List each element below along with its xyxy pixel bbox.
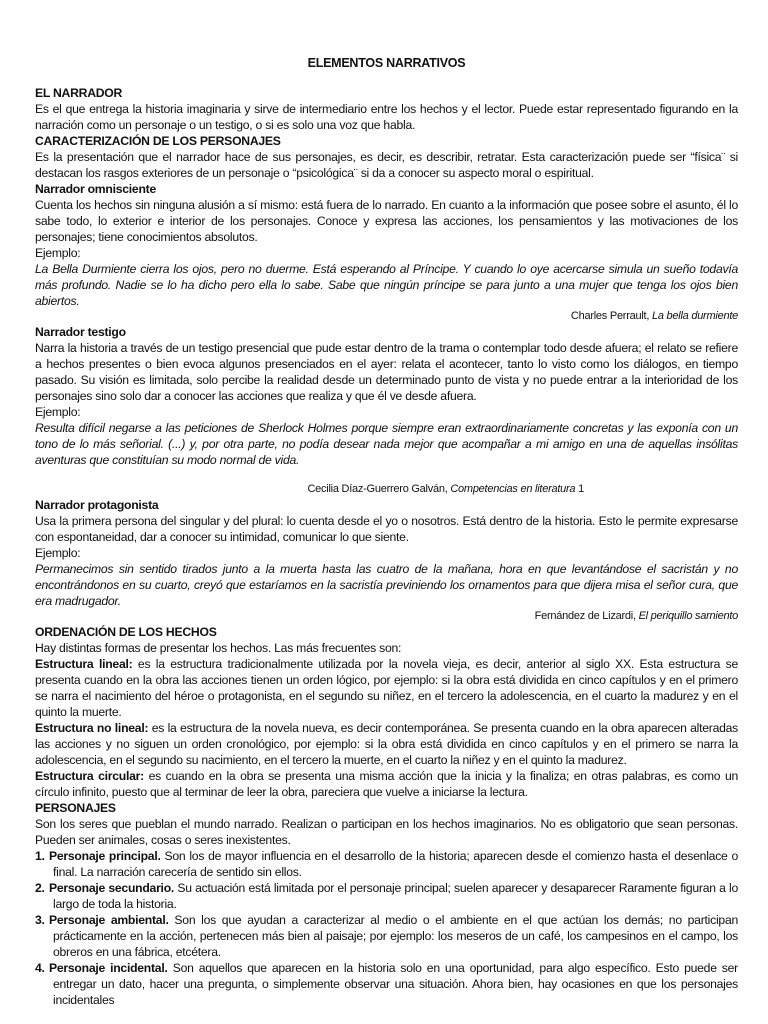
quote-source xyxy=(35,609,738,624)
example-quote: Resulta difícil negarse a las peticiones de Sherlock Holmes porque siempre eran extraordinariamente concretas y las exponía con un tono de lo más señorial. (...) y, por otra parte, no podía desear nada mejor que acompañar a mi amigo en una de aquellas insólitas aventuras que constituían su modo normal de vida. xyxy=(35,421,738,467)
example-label: Ejemplo: xyxy=(35,246,81,260)
heading-caracterizacion: CARACTERIZACIÓN DE LOS PERSONAJES xyxy=(35,134,281,148)
term-label: Personaje secundario. xyxy=(49,881,175,895)
source-author: Cecilia Díaz-Guerrero Galván, xyxy=(307,483,451,495)
document-title: ELEMENTOS NARRATIVOS xyxy=(307,56,466,70)
list-item xyxy=(35,912,738,960)
term-text: es cuando en la obra se presenta una misma acción que la inicia y la finaliza; en otras palabras, es como un círculo infinito, puesto que al terminar de leer la obra, pareciera que vuelve a iniciarse la lectura. xyxy=(35,769,739,799)
term-text: Son aquellos que aparecen en la historia solo en una oportunidad, para algo específico. Esto puede ser entregar un dato, hacer una pregunta, o simplemente observar una situación. Ahora bien, hay ocasiones en que los personajes incidentales xyxy=(53,961,738,1007)
list-number: 2. xyxy=(35,881,45,895)
source-author: Fernández de Lizardi, xyxy=(534,610,639,622)
section-omnisciente xyxy=(35,181,738,324)
list-number: 1. xyxy=(35,849,45,863)
source-work: Competencias en literatura xyxy=(450,483,576,495)
list-item xyxy=(35,848,738,880)
paragraph-estructura-circular xyxy=(35,768,738,800)
example-quote: Permanecimos sin sentido tirados junto a la muerta hasta las cuatro de la mañana, hora en que levantándose el sacristán y no encontrándonos en su cuarto, creyó que estaríamos en la sacristía previniendo los ornamentos para que dijera misa el señor cura, que era madrugador. xyxy=(35,562,738,608)
heading-protagonista: Narrador protagonista xyxy=(35,498,159,512)
paragraph-personajes-intro: Son los seres que pueblan el mundo narrado. Realizan o participan en los hechos imaginarios. No es obligatorio que sean personas. Pueden ser animales, cosas o seres inexistentes. xyxy=(35,817,738,847)
personajes-list xyxy=(35,848,738,1008)
source-author: Charles Perrault, xyxy=(570,310,652,322)
heading-personajes: PERSONAJES xyxy=(35,801,116,815)
heading-omnisciente: Narrador omnisciente xyxy=(35,182,156,196)
term-text: Son los que ayudan a caracterizar al medio o el ambiente en el que actúan los demás; no participan prácticamente en la acción, pertenecen más bien al paisaje; por ejemplo: los meseros de un café, los campesinos en el campo, los obreros en una fábrica, etcétera. xyxy=(53,913,738,959)
example-quote: La Bella Durmiente cierra los ojos, pero no duerme. Está esperando al Príncipe. Y cuando lo oye acercarse simula un sueño todavía más profundo. Nadie se lo ha dicho pero ella lo sabe. Sabe que ningún príncipe se para junto a una mujer que tenga los ojos bien abiertos. xyxy=(35,262,738,308)
section-testigo xyxy=(35,324,738,497)
quote-source xyxy=(35,482,738,497)
list-item xyxy=(35,960,738,1008)
source-work: El periquillo sarniento xyxy=(638,610,738,622)
quote-source xyxy=(35,309,738,324)
term-label: Personaje principal. xyxy=(49,849,161,863)
list-number: 4. xyxy=(35,961,45,975)
source-work: La bella durmiente xyxy=(651,310,738,322)
paragraph-caracterizacion: Es la presentación que el narrador hace de sus personajes, es decir, es describir, retratar. Esta caracterización puede ser “física¨ si destacan los rasgos exteriores de un personaje o “psicológica¨ si da a conocer su aspecto moral o espiritual. xyxy=(35,150,738,180)
section-ordenacion xyxy=(35,624,738,800)
section-caracterizacion xyxy=(35,133,738,181)
paragraph-ordenacion-intro: Hay distintas formas de presentar los hechos. Las más frecuentes son: xyxy=(35,641,402,655)
example-label: Ejemplo: xyxy=(35,546,81,560)
term-text: es la estructura tradicionalmente utilizada por la novela vieja, es decir, anterior al siglo XX. Esta estructura se presenta cuando en la obra las acciones tienen un orden lógico, por ejemplo: si la obra está dividida en cinco capítulos y en el primero se narra el nacimiento del héroe o protagonista, en el segundo su niñez, en el tercero la adolescencia, en el cuarto la madurez y en el quinto la muerte. xyxy=(35,657,738,719)
source-page: 1 xyxy=(575,483,584,495)
paragraph-narrador: Es el que entrega la historia imaginaria y sirve de intermediario entre los hechos y el lector. Puede estar representado figurando en la narración como un personaje o un testigo, o si es solo una voz que habla. xyxy=(35,102,738,132)
section-narrador xyxy=(35,85,738,133)
paragraph-testigo: Narra la historia a través de un testigo presencial que pude estar dentro de la trama o contemplar todo desde afuera; el relato se refiere a hechos presentes o bien evoca algunos presenciados en el ayer: relata el acontecer, tanto lo visto como los diálogos, en tiempo pasado. Su visión es limitada, solo percibe la realidad desde un determinado punto de vista y no puede entrar a la interioridad de los personajes sino solo dar a conocer las acciones que realiza y que él ve desde afuera. xyxy=(35,341,738,403)
term-label: Estructura lineal: xyxy=(35,657,133,671)
list-number: 3. xyxy=(35,913,45,927)
paragraph-protagonista: Usa la primera persona del singular y del plural: lo cuenta desde el yo o nosotros. Está dentro de la historia. Esto le permite expresarse con espontaneidad, dar a conocer su intimidad, comunicar lo que siente. xyxy=(35,514,738,544)
paragraph-estructura-no-lineal xyxy=(35,720,738,768)
paragraph-omnisciente: Cuenta los hechos sin ninguna alusión a sí mismo: está fuera de lo narrado. En cuanto a la información que posee sobre el asunto, él lo sabe todo, lo exterior e interior de los personajes. Conoce y expresa las acciones, los pensamientos y las motivaciones de los personajes; tiene conocimientos absolutos. xyxy=(35,198,738,244)
heading-narrador: EL NARRADOR xyxy=(35,86,123,100)
document-body xyxy=(35,55,738,1008)
term-label: Estructura no lineal: xyxy=(35,721,149,735)
section-protagonista xyxy=(35,497,738,624)
example-label: Ejemplo: xyxy=(35,405,81,419)
list-item xyxy=(35,880,738,912)
term-label: Estructura circular: xyxy=(35,769,144,783)
section-personajes xyxy=(35,800,738,1008)
term-label: Personaje ambiental. xyxy=(49,913,169,927)
term-text: es la estructura de la novela nueva, es decir contemporánea. Se presenta cuando en la obra aparecen alteradas las acciones y no siguen un orden cronológico, por ejemplo: si la obra está dividida en cinco capítulos y en el primero se narra la adolescencia, en el segundo su nacimiento, en el tercero la muerte, en el cuarto la niñez y en el quinto la madurez. xyxy=(35,721,738,767)
paragraph-estructura-lineal xyxy=(35,656,738,720)
heading-testigo: Narrador testigo xyxy=(35,325,126,339)
term-text: Son los de mayor influencia en el desarrollo de la historia; aparecen desde el comienzo hasta el desenlace o final. La narración carecería de sentido sin ellos. xyxy=(53,849,738,879)
term-text: Su actuación está limitada por el personaje principal; suelen aparecer y desaparecer Raramente figuran a lo largo de toda la historia. xyxy=(53,881,738,911)
heading-ordenacion: ORDENACIÓN DE LOS HECHOS xyxy=(35,625,217,639)
term-label: Personaje incidental. xyxy=(49,961,168,975)
